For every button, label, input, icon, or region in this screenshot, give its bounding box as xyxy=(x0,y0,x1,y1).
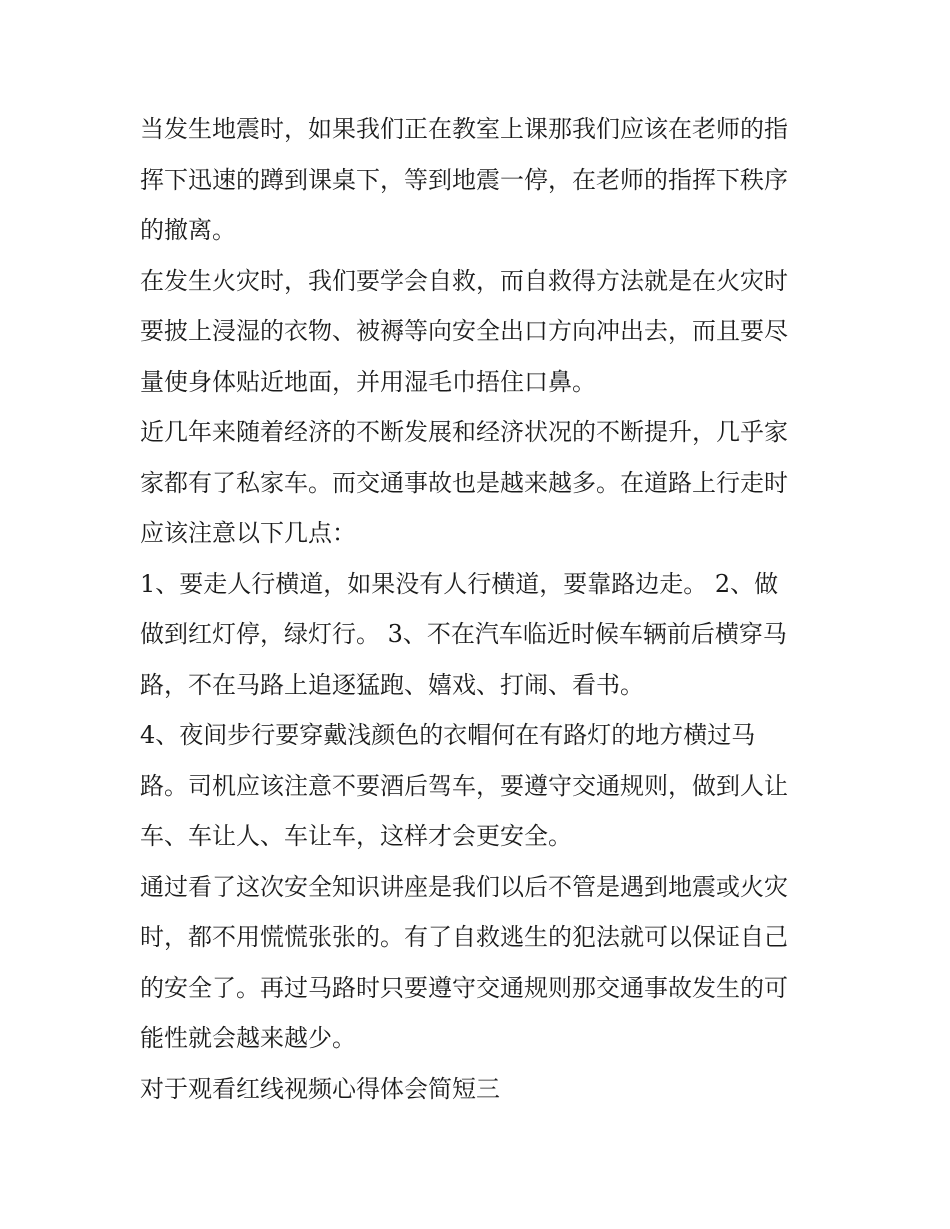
text-line: 做到红灯停，绿灯行。 3、不在汽车临近时候车辆前后横穿马 xyxy=(140,620,787,648)
text-line: 应该注意以下几点： xyxy=(140,519,356,547)
paragraph-conclusion xyxy=(140,862,812,1064)
text-line: 路。司机应该注意不要酒后驾车，要遵守交通规则，做到人让 xyxy=(140,771,788,800)
paragraph-fire xyxy=(140,256,812,408)
paragraph-traffic-rule-4 xyxy=(140,710,812,862)
paragraph-traffic-intro xyxy=(140,407,812,559)
text-line: 路，不在马路上追逐猛跑、嬉戏、打闹、看书。 xyxy=(140,670,644,699)
section-heading xyxy=(140,1064,812,1115)
text-line: 的撤离。 xyxy=(140,216,236,244)
text-line: 4、夜间步行要穿戴浅颜色的衣帽何在有路灯的地方横过马 xyxy=(140,721,756,749)
text-line: 在发生火灾时，我们要学会自救，而自救得方法就是在火灾时 xyxy=(140,266,788,295)
document-body xyxy=(140,104,812,1114)
text-line: 时，都不用慌慌张张的。有了自救逃生的犯法就可以保证自己 xyxy=(140,923,788,951)
text-line: 当发生地震时，如果我们正在教室上课那我们应该在老师的指 xyxy=(140,115,788,143)
text-line: 挥下迅速的蹲到课桌下，等到地震一停，在老师的指挥下秩序 xyxy=(140,165,788,194)
text-line: 1、要走人行横道，如果没有人行横道，要靠路边走。 2、做 xyxy=(140,569,779,598)
text-line: 家都有了私家车。而交通事故也是越来越多。在道路上行走时 xyxy=(140,468,788,497)
text-line: 量使身体贴近地面，并用湿毛巾捂住口鼻。 xyxy=(140,367,596,396)
text-line: 车、车让人、车让车，这样才会更安全。 xyxy=(140,822,572,850)
text-line: 对于观看红线视频心得体会简短三 xyxy=(140,1074,500,1103)
text-line: 能性就会越来越少。 xyxy=(140,1024,356,1052)
paragraph-earthquake xyxy=(140,104,812,256)
text-line: 近几年来随着经济的不断发展和经济状况的不断提升，几乎家 xyxy=(140,418,788,446)
text-line: 要披上浸湿的衣物、被褥等向安全出口方向冲出去，而且要尽 xyxy=(140,317,788,345)
text-line: 的安全了。再过马路时只要遵守交通规则那交通事故发生的可 xyxy=(140,973,788,1002)
text-line: 通过看了这次安全知识讲座是我们以后不管是遇到地震或火灾 xyxy=(140,872,788,901)
paragraph-traffic-rules-1-3 xyxy=(140,559,812,711)
